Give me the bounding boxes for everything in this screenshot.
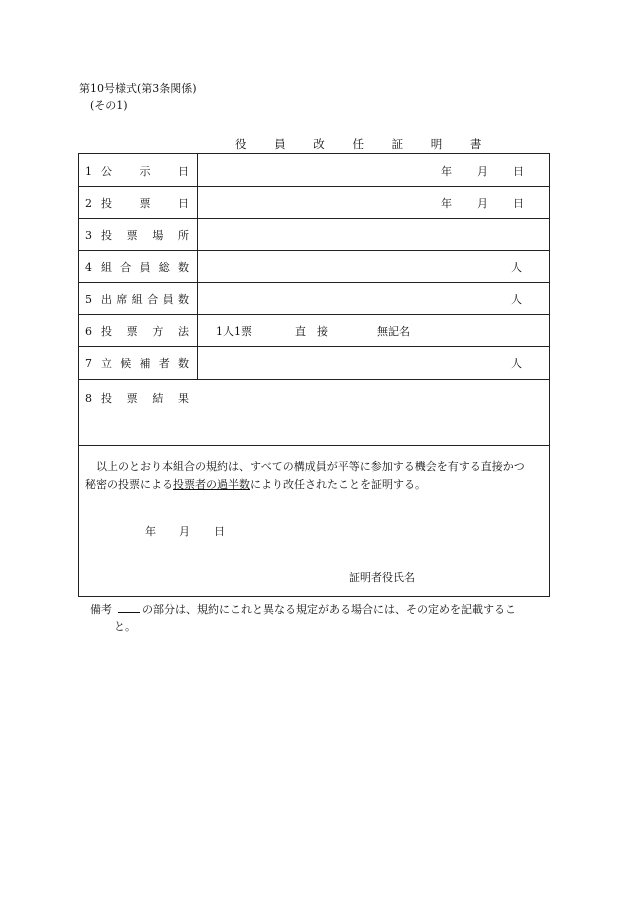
date-day: 日 [214, 525, 225, 538]
underlined-phrase: 投票者の過半数 [173, 478, 250, 491]
option-secret-ballot: 無記名 [377, 325, 410, 338]
document-title: 役 員 改 任 証 明 書 [235, 137, 494, 151]
row-label-voting-place: 3 投票場所 [85, 229, 189, 242]
row-label-voting-result: 8 投票結果 [85, 392, 189, 405]
row-label-candidates: 7 立候補者数 [85, 357, 189, 370]
form-sub-number: (その1) [90, 99, 128, 112]
day-label: 日 [513, 197, 524, 210]
option-direct: 直 接 [295, 325, 328, 338]
declaration-line-2: 秘密の投票による投票者の過半数により改任されたことを証明する。 [85, 478, 426, 491]
signer-label: 証明者役氏名 [349, 571, 415, 584]
remark-line-2: と。 [114, 620, 136, 633]
row-label-voting-method: 6 投票方法 [85, 325, 189, 338]
declaration-text [85, 458, 547, 494]
unit-person: 人 [511, 261, 522, 274]
row-label-voting-date: 2 投票日 [85, 197, 189, 210]
certificate-table [78, 153, 550, 597]
unit-person: 人 [511, 293, 522, 306]
form-number: 第10号様式(第3条関係) [79, 82, 197, 95]
underline-sample [118, 603, 140, 613]
unit-person: 人 [511, 357, 522, 370]
row-label-attending-members: 5 出席組合員数 [85, 293, 189, 306]
year-label: 年 [441, 165, 452, 178]
year-label: 年 [441, 197, 452, 210]
date-year: 年 [145, 525, 156, 538]
row-label-total-members: 4 組合員総数 [85, 261, 189, 274]
month-label: 月 [477, 165, 488, 178]
month-label: 月 [477, 197, 488, 210]
declaration-line-1: 以上のとおり本組合の規約は、すべての構成員が平等に参加する機会を有する直接かつ [96, 460, 525, 473]
row-label-notice-date: 1 公示日 [85, 165, 189, 178]
remark-line-1: 備考 の部分は、規約にこれと異なる規定がある場合には、その定めを記載するこ [90, 603, 516, 616]
option-one-person-one-vote: 1人1票 [216, 325, 252, 338]
remark-label: 備考 [90, 603, 112, 616]
date-month: 月 [179, 525, 190, 538]
day-label: 日 [513, 165, 524, 178]
